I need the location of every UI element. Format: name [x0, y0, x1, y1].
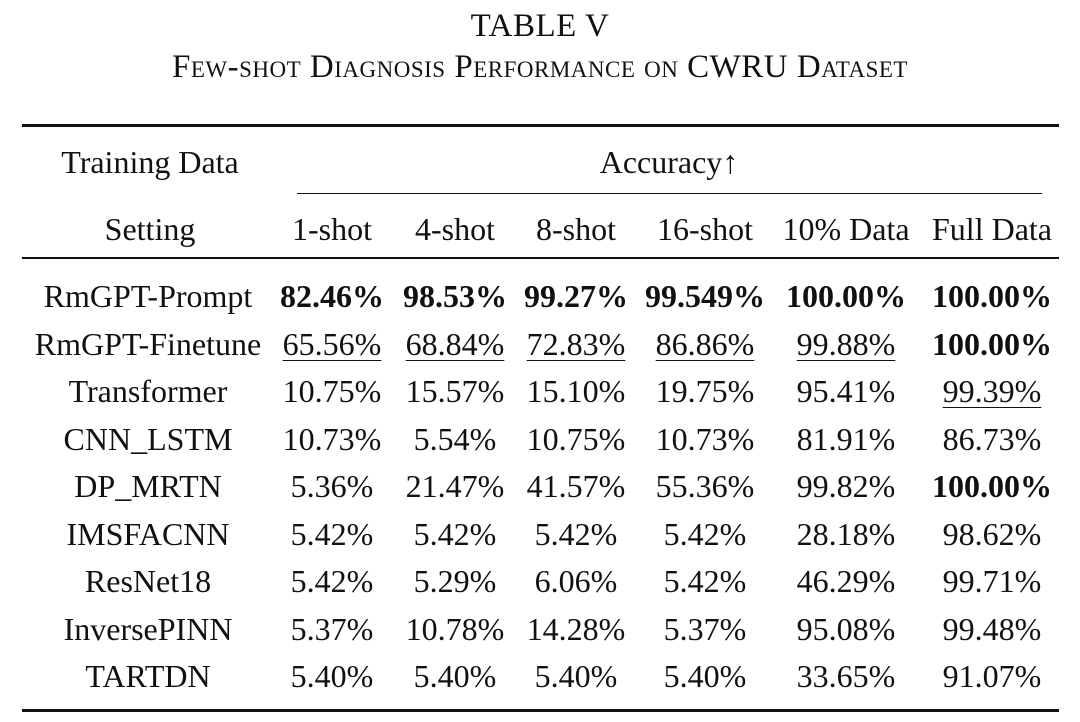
accuracy-cell: 5.40%: [663, 658, 747, 694]
accuracy-cell: 95.08%: [796, 610, 896, 647]
accuracy-cell: 5.29%: [413, 563, 497, 599]
accuracy-cell: 10.78%: [405, 610, 505, 647]
accuracy-cell: 5.37%: [290, 610, 374, 647]
accuracy-cell: 41.57%: [526, 468, 626, 504]
accuracy-cell: 33.65%: [796, 658, 896, 694]
accuracy-cell: 55.36%: [655, 468, 755, 504]
accuracy-cell: 5.37%: [663, 610, 747, 647]
accuracy-group-rule: [297, 193, 1042, 194]
method-name: IMSFACNN: [66, 515, 230, 552]
accuracy-cell: 100.00%: [786, 278, 906, 314]
accuracy-cell: 10.75%: [526, 420, 626, 457]
accuracy-cell: 98.62%: [942, 515, 1042, 552]
accuracy-cell: 5.42%: [663, 563, 747, 599]
accuracy-cell: 10.73%: [655, 420, 755, 457]
accuracy-cell: 86.73%: [942, 420, 1042, 457]
accuracy-cell: 99.88%: [796, 325, 896, 362]
method-name: RmGPT-Prompt: [43, 278, 253, 314]
column-header: Full Data: [932, 211, 1052, 247]
accuracy-cell: 5.42%: [290, 563, 374, 599]
accuracy-cell: 99.48%: [942, 610, 1042, 647]
accuracy-cell: 46.29%: [796, 563, 896, 599]
column-header: 4-shot: [415, 211, 495, 247]
accuracy-cell: 68.84%: [405, 325, 505, 362]
accuracy-cell: 91.07%: [942, 658, 1042, 694]
accuracy-cell: 15.57%: [405, 373, 505, 409]
method-name: InversePINN: [63, 610, 233, 647]
method-name: Transformer: [68, 373, 228, 409]
accuracy-cell: 100.00%: [932, 325, 1052, 362]
accuracy-cell: 5.42%: [663, 515, 747, 552]
accuracy-cell: 5.42%: [413, 515, 497, 552]
accuracy-cell: 99.71%: [942, 563, 1042, 599]
accuracy-cell: 65.56%: [282, 325, 382, 362]
accuracy-cell: 5.40%: [413, 658, 497, 694]
header-rule: [22, 257, 1059, 259]
table-label: TABLE V: [470, 8, 610, 44]
accuracy-cell: 5.36%: [290, 468, 374, 504]
accuracy-cell: 99.549%: [645, 278, 765, 314]
accuracy-cell: 5.42%: [534, 515, 618, 552]
accuracy-cell: 72.83%: [526, 325, 626, 362]
column-header: 16-shot: [657, 211, 753, 247]
accuracy-cell: 6.06%: [534, 563, 618, 599]
table-title: Few-shot Diagnosis Performance on CWRU Dataset: [172, 49, 908, 85]
accuracy-cell: 100.00%: [932, 468, 1052, 504]
accuracy-cell: 10.73%: [282, 420, 382, 457]
accuracy-cell: 5.40%: [290, 658, 374, 694]
accuracy-cell: 98.53%: [403, 278, 507, 314]
bottom-rule: [22, 709, 1059, 712]
accuracy-cell: 86.86%: [655, 325, 755, 362]
accuracy-cell: 5.40%: [534, 658, 618, 694]
header-setting: Setting: [104, 211, 196, 247]
accuracy-cell: 81.91%: [796, 420, 896, 457]
top-rule: [22, 124, 1059, 127]
accuracy-cell: 95.41%: [796, 373, 896, 409]
column-header: 1-shot: [292, 211, 372, 247]
header-accuracy: Accuracy↑: [599, 144, 739, 180]
accuracy-cell: 99.27%: [524, 278, 628, 314]
accuracy-cell: 100.00%: [932, 278, 1052, 314]
method-name: CNN_LSTM: [63, 420, 233, 457]
accuracy-cell: 19.75%: [655, 373, 755, 409]
accuracy-cell: 5.42%: [290, 515, 374, 552]
method-name: TARTDN: [85, 658, 211, 694]
accuracy-cell: 99.39%: [942, 373, 1042, 409]
accuracy-cell: 15.10%: [526, 373, 626, 409]
accuracy-cell: 28.18%: [796, 515, 896, 552]
accuracy-cell: 82.46%: [280, 278, 384, 314]
accuracy-cell: 5.54%: [413, 420, 497, 457]
column-header: 8-shot: [536, 211, 616, 247]
header-training-data: Training Data: [61, 144, 239, 180]
accuracy-cell: 14.28%: [526, 610, 626, 647]
column-header: 10% Data: [782, 211, 910, 247]
accuracy-cell: 99.82%: [796, 468, 896, 504]
accuracy-cell: 21.47%: [405, 468, 505, 504]
method-name: DP_MRTN: [74, 468, 222, 504]
method-name: ResNet18: [84, 563, 212, 599]
accuracy-cell: 10.75%: [282, 373, 382, 409]
method-name: RmGPT-Finetune: [34, 325, 262, 362]
